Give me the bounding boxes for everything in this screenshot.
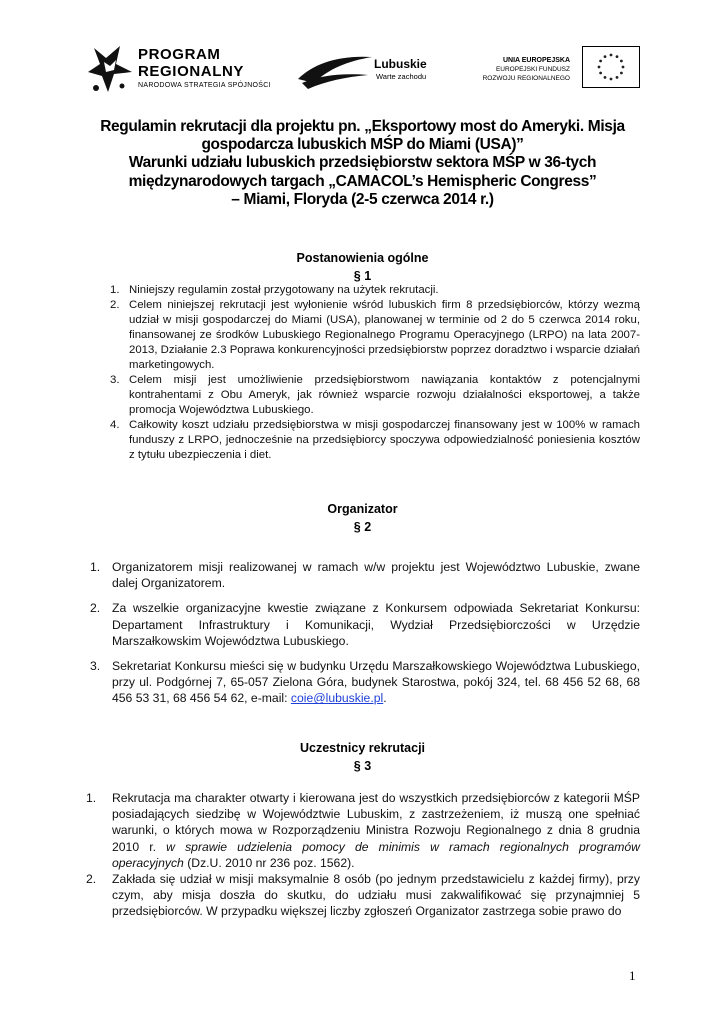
- eu-logo-line2: EUROPEJSKI FUNDUSZ: [495, 66, 570, 73]
- title-line: Regulamin rekrutacji dla projektu pn. „Eksportowy most do Ameryki. Misja: [100, 118, 625, 135]
- title-line: Warunki udziału lubuskich przedsiębiorstw sektora MŚP w 36-tych: [128, 154, 597, 172]
- list-number: 3.: [110, 374, 120, 386]
- list-text: Niniejszy regulamin został przygotowany na użytek rekrutacji.: [129, 284, 439, 296]
- section-1-heading: [150, 251, 575, 284]
- section-2-list: [90, 559, 640, 707]
- program-logo-line1: PROGRAM: [138, 46, 221, 63]
- list-number: 1.: [90, 560, 101, 574]
- list-number: 1.: [110, 284, 120, 296]
- list-number: 2.: [110, 299, 120, 311]
- section-3-heading: [150, 741, 575, 774]
- title-line: – Miami, Floryda (2-5 czerwca 2014 r.): [231, 190, 494, 208]
- list-text: Zakłada się udział w misji maksymalnie 8 osób (po jednym przedstawicielu z każdej firmy), przy czym, aby misja doszła do skutku, do udziału musi zakwalifikować się przynajmniej 5 przedsiębiorców. W przypadku większej liczby zgłoszeń Organizator zastrzega sobie prawo do: [112, 872, 640, 919]
- page-number: 1: [629, 968, 636, 983]
- eu-logo-line3: ROZWOJU REGIONALNEGO: [482, 75, 570, 82]
- eu-logo: [470, 46, 640, 90]
- list-item: [110, 283, 640, 298]
- contact-text: Sekretariat Konkursu mieści się w budynku Urzędu Marszałkowskiego Województwa Lubuskiego, przy ul. Podgórnej 7, 65-057 Zielona Góra, budynek Starostwa, pokój 324, tel. 68 456 52 68, 68 456 53 31, 68 456 54 62, e-mail:: [112, 659, 640, 706]
- lubuskie-name: Lubuskie: [374, 57, 427, 71]
- lubuskie-swoosh-icon: [296, 45, 376, 91]
- list-number: 3.: [90, 659, 101, 674]
- section-paragraph-mark: § 1: [353, 269, 372, 283]
- list-item: [86, 790, 640, 871]
- list-text: Organizatorem misji realizowanej w ramach w/w projektu jest Województwo Lubuskie, zwane dalej Organizatorem.: [112, 560, 640, 591]
- list-text: Za wszelkie organizacyjne kwestie związane z Konkursem odpowiada Sekretariat Konkursu: Departament Infrastruktury i Komunikacji, Wydział Przedsiębiorczości w Urzędzie Marszałkowskim Województwa Lubuskiego.: [112, 601, 640, 648]
- document-title: [90, 118, 635, 209]
- section-paragraph-mark: § 2: [353, 520, 372, 534]
- star-figure-icon: [86, 42, 136, 98]
- list-number: 1.: [86, 791, 97, 805]
- list-item: [110, 298, 640, 373]
- section-title: Uczestnicy rekrutacji: [299, 741, 426, 755]
- lubuskie-logo: [296, 45, 456, 91]
- regulation-text: Rekrutacja ma charakter otwarty i kierowana jest do wszystkich przedsiębiorców z kategorii MŚP posiadających siedzibę w Województwie Lubuskim, z zastrzeżeniem, iż muszą one spełniać warunki, o których mowa w Rozporządzeniu Ministra Rozwoju Regionalnego z dnia 8 grudnia 2010 r.: [112, 791, 640, 854]
- regulation-reference: (Dz.U. 2010 nr 236 poz. 1562).: [187, 855, 355, 870]
- program-regionalny-logo: [86, 42, 276, 98]
- list-item: [110, 418, 640, 463]
- list-number: 4.: [110, 419, 120, 431]
- contact-text-end: .: [383, 691, 387, 706]
- list-number: 2.: [86, 872, 97, 887]
- list-item: [90, 559, 640, 591]
- eu-flag-icon: [582, 46, 640, 88]
- list-item: [110, 373, 640, 418]
- section-2-heading: [150, 502, 575, 535]
- list-text: [112, 658, 640, 707]
- section-title: Organizator: [327, 502, 398, 516]
- title-line: międzynarodowych targach „CAMACOL’s Hemispheric Congress”: [128, 172, 597, 190]
- list-number: 2.: [90, 601, 101, 616]
- list-item: [90, 600, 640, 649]
- section-paragraph-mark: § 3: [353, 759, 372, 773]
- program-logo-line3: NARODOWA STRATEGIA SPÓJNOŚCI: [138, 82, 271, 89]
- section-3-list: [86, 790, 640, 920]
- section-1-list: [110, 283, 640, 463]
- list-text: Celem misji jest umożliwienie przedsiębiorstwom nawiązania kontaktów z potencjalnymi kontrahentami z Obu Ameryk, jak również wsparcie rozwoju działalności eksportowej, a także promocja Województwa Lubuskiego.: [129, 374, 640, 416]
- eu-logo-line1: UNIA EUROPEJSKA: [502, 57, 570, 64]
- list-text: [112, 790, 640, 871]
- email-link[interactable]: coie@lubuskie.pl: [290, 691, 384, 706]
- list-item: [86, 871, 640, 920]
- section-title: Postanowienia ogólne: [296, 251, 429, 265]
- program-logo-line2: REGIONALNY: [138, 63, 245, 80]
- list-text: Celem niniejszej rekrutacji jest wyłonienie wśród lubuskich firm 8 przedsiębiorców, którzy wezmą udział w misji gospodarczej do Miami (USA), planowanej w terminie od 2 do 5 czerwca 2014 roku, finansowanej ze środków Lubuskiego Regionalnego Programu Operacyjnego (LRPO) na lata 2007-2013, Działanie 2.3 Poprawa konkurencyjności przedsiębiorstw poprzez doradztwo i wsparcie działań marketingowych.: [129, 299, 640, 371]
- title-line: gospodarcza lubuskich MŚP do Miami (USA)”: [201, 136, 524, 154]
- list-item: [90, 658, 640, 707]
- regulation-title-italic: w sprawie udzielenia pomocy de minimis w ramach regionalnych programów operacyjnych: [112, 839, 640, 870]
- lubuskie-tagline: Warte zachodu: [376, 72, 427, 81]
- list-text: Całkowity koszt udziału przedsiębiorstwa w misji gospodarczej finansowany jest w 100% w ramach funduszy z LRPO, jednocześnie na przedsiębiorcy spoczywa odpowiedzialność poniesienia kosztów z tytułu ubezpieczenia i diet.: [129, 419, 640, 461]
